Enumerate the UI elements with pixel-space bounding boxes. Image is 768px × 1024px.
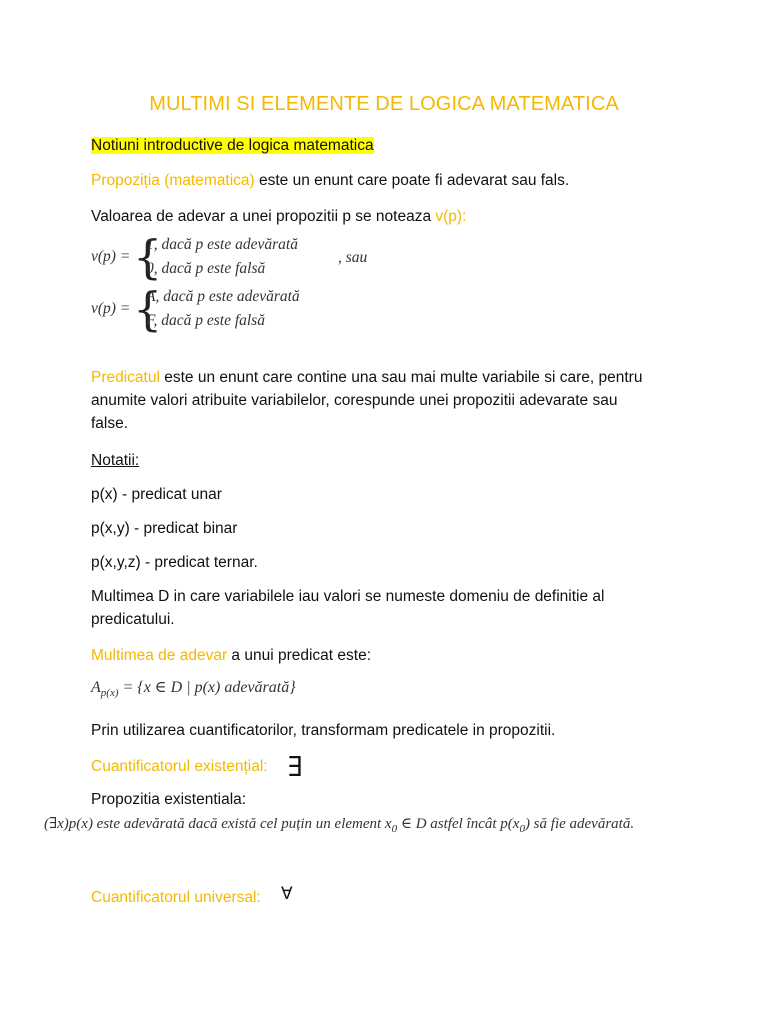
truth-set-formula-rest: = {x ∈ D | p(x) adevărată} <box>118 679 296 696</box>
proposition-text: este un enunt care poate fi adevarat sau fals. <box>254 172 570 189</box>
section-heading-text: Notiuni introductive de logica matematica <box>91 137 374 154</box>
formula1-suffix: , sau <box>338 249 368 266</box>
existential-formula-sub: 0 <box>391 823 398 835</box>
existential-symbol: ∃ <box>287 750 303 784</box>
formula1-brace: { <box>133 230 163 284</box>
truth-set-formula <box>91 677 296 697</box>
domain-definition-line2: predicatului. <box>91 611 175 628</box>
notations-heading: Notatii: <box>91 452 140 469</box>
notation-binary: p(x,y) - predicat binar <box>91 520 238 537</box>
quantifiers-intro: Prin utilizarea cuantificatorilor, transformam predicatele in propozitii. <box>91 722 556 739</box>
proposition-term: Propoziția (matematica) <box>91 172 255 189</box>
truth-set-term: Multimea de adevar <box>91 647 228 664</box>
existential-formula-c: ) să fie adevărată. <box>524 816 635 832</box>
predicate-definition-line2: anumite valori atribuite variabilelor, corespunde unei propozitii adevarate sau <box>91 392 618 409</box>
formula1-line1: 1, dacă p este adevărată <box>146 236 298 253</box>
universal-quantifier-line <box>91 886 261 909</box>
notation-ternary: p(x,y,z) - predicat ternar. <box>91 554 258 571</box>
predicate-term: Predicatul <box>91 369 160 386</box>
formula2-line2: F, dacă p este falsă <box>146 312 265 329</box>
truth-value-text: Valoarea de adevar a unei propozitii p se noteaza <box>91 208 436 225</box>
formula1-line2: 0, dacă p este falsă <box>146 260 266 277</box>
formula2-line1: A, dacă p este adevărată <box>146 288 300 305</box>
predicate-definition-line3: false. <box>91 415 129 432</box>
document-title: MULTIMI SI ELEMENTE DE LOGICA MATEMATICA <box>149 93 619 115</box>
existential-quantifier-line <box>91 755 268 778</box>
truth-set-formula-sub: p(x) <box>100 687 119 699</box>
existential-prop-heading: Propozitia existentiala: <box>91 791 247 808</box>
truth-set-formula-A: A <box>91 679 101 696</box>
truth-set-sentence <box>91 644 371 667</box>
notation-unary: p(x) - predicat unar <box>91 486 222 503</box>
predicate-definition-line1 <box>91 366 642 389</box>
domain-definition-line1: Multimea D in care variabilele iau valori se numeste domeniu de definitie al <box>91 588 605 605</box>
existential-formula-b: ∈ D astfel încât p(x <box>397 816 520 832</box>
universal-symbol: ∀ <box>281 884 293 904</box>
existential-formula-sub2: 0 <box>519 823 525 835</box>
truth-value-sentence <box>91 205 466 228</box>
truth-set-text: a unui predicat este: <box>227 647 372 664</box>
formula2-lhs: v(p) = <box>91 300 131 317</box>
universal-label: Cuantificatorul universal: <box>91 889 261 906</box>
truth-value-notation: v(p): <box>435 208 467 225</box>
predicate-text-line1: este un enunt care contine una sau mai multe variabile si care, pentru <box>159 369 643 386</box>
formula2-brace: { <box>133 282 163 336</box>
proposition-definition <box>91 169 569 192</box>
formula1-lhs: v(p) = <box>91 248 131 265</box>
existential-label: Cuantificatorul existențial: <box>91 758 268 775</box>
existential-formula <box>44 814 634 833</box>
existential-formula-a: (∃x)p(x) este adevărată dacă există cel puțin un element x <box>44 816 392 832</box>
section-heading <box>91 134 374 157</box>
